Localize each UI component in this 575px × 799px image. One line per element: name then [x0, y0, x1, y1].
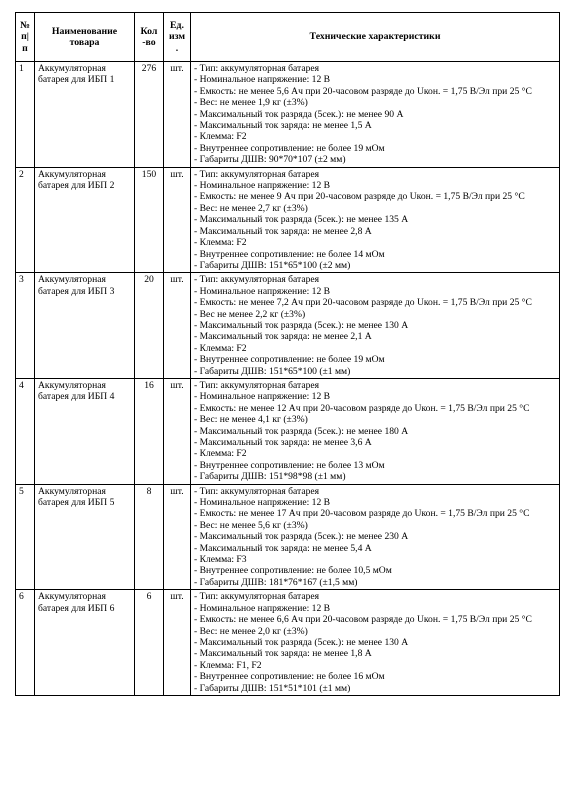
- product-name: Аккумуляторная батарея для ИБП 6: [35, 590, 135, 696]
- spec-line: - Максимальный ток заряда: не менее 5,4 А: [194, 542, 372, 554]
- spec-line: - Вес не менее 2,2 кг (±3%): [194, 308, 306, 320]
- table-row: [16, 484, 560, 590]
- spec-line: - Максимальный ток разряда (5сек.): не менее 135 А: [194, 214, 409, 226]
- spec-line: - Максимальный ток заряда: не менее 1,5 А: [194, 120, 372, 132]
- spec-line: - Тип: аккумуляторная батарея: [194, 168, 320, 180]
- header-unit: Ед. изм .: [164, 13, 191, 62]
- table-row: [16, 590, 560, 696]
- document-page: [15, 12, 559, 696]
- specifications: [191, 167, 560, 273]
- spec-line: - Внутреннее сопротивление: не более 19 мОм: [194, 354, 385, 366]
- spec-line: - Внутреннее сопротивление: не более 14 мОм: [194, 248, 385, 260]
- header-number: № п|п: [16, 13, 35, 62]
- specifications: [191, 590, 560, 696]
- table-body: [16, 62, 560, 696]
- spec-line: - Номинальное напряжение: 12 В: [194, 602, 331, 614]
- spec-line: - Максимальный ток разряда (5сек.): не менее 230 А: [194, 531, 409, 543]
- row-number: 5: [16, 484, 35, 590]
- spec-line: - Емкость: не менее 7,2 Ач при 20-часовом разряде до Uкон. = 1,75 В/Эл при 25 °С: [194, 297, 532, 309]
- spec-line: - Габариты ДШВ: 151*65*100 (±2 мм): [194, 259, 351, 271]
- spec-line: - Максимальный ток заряда: не менее 3,6 А: [194, 437, 372, 448]
- quantity: 150: [135, 167, 164, 273]
- spec-line: - Клемма: F3: [194, 554, 247, 566]
- spec-line: - Номинальное напряжение: 12 В: [194, 180, 331, 192]
- spec-line: - Тип: аккумуляторная батарея: [194, 379, 320, 391]
- unit: шт.: [164, 167, 191, 273]
- unit: шт.: [164, 590, 191, 696]
- spec-line: - Номинальное напряжение: 12 В: [194, 391, 331, 403]
- spec-line: - Максимальный ток заряда: не менее 2,8 А: [194, 225, 372, 237]
- spec-line: - Габариты ДШВ: 151*98*98 (±1 мм): [194, 471, 346, 483]
- unit: шт.: [164, 62, 191, 168]
- row-number: 1: [16, 62, 35, 168]
- spec-line: - Максимальный ток заряда: не менее 2,1 А: [194, 331, 372, 343]
- spec-line: - Вес: не менее 2,0 кг (±3%): [194, 625, 308, 637]
- spec-line: - Максимальный ток разряда (5сек.): не менее 130 А: [194, 636, 409, 648]
- product-name: Аккумуляторная батарея для ИБП 1: [35, 62, 135, 168]
- spec-line: - Клемма: F2: [194, 448, 247, 460]
- product-name: Аккумуляторная батарея для ИБП 2: [35, 167, 135, 273]
- spec-line: - Внутреннее сопротивление: не более 16 мОм: [194, 671, 385, 683]
- unit: шт.: [164, 484, 191, 590]
- row-number: 4: [16, 378, 35, 484]
- spec-line: - Клемма: F2: [194, 131, 247, 143]
- table-row: [16, 62, 560, 168]
- spec-line: - Вес: не менее 5,6 кг (±3%): [194, 519, 308, 531]
- header-specifications: Технические характеристики: [191, 13, 560, 62]
- row-number: 2: [16, 167, 35, 273]
- specification-table: [15, 12, 560, 696]
- unit: шт.: [164, 273, 191, 379]
- specifications: [191, 273, 560, 379]
- product-name: Аккумуляторная батарея для ИБП 4: [35, 378, 135, 484]
- spec-line: - Клемма: F2: [194, 342, 247, 354]
- header-quantity: Кол -во: [135, 13, 164, 62]
- spec-line: - Вес: не менее 2,7 кг (±3%): [194, 202, 308, 214]
- product-name: Аккумуляторная батарея для ИБП 5: [35, 484, 135, 590]
- spec-line: - Номинальное напряжение: 12 В: [194, 497, 331, 509]
- spec-line: - Емкость: не менее 12 Ач при 20-часовом разряде до Uкон. = 1,75 В/Эл при 25 °С: [194, 402, 530, 414]
- specifications: [191, 62, 560, 168]
- table-row: [16, 167, 560, 273]
- spec-line: - Емкость: не менее 5,6 Ач при 20-часовом разряде до Uкон. = 1,75 В/Эл при 25 °С: [194, 85, 532, 97]
- spec-line: - Максимальный ток разряда (5сек.): не менее 180 А: [194, 425, 409, 437]
- quantity: 16: [135, 378, 164, 484]
- spec-line: - Габариты ДШВ: 90*70*107 (±2 мм): [194, 154, 346, 166]
- spec-line: - Габариты ДШВ: 151*65*100 (±1 мм): [194, 365, 351, 377]
- row-number: 3: [16, 273, 35, 379]
- quantity: 20: [135, 273, 164, 379]
- spec-line: - Внутреннее сопротивление: не более 13 мОм: [194, 459, 385, 471]
- quantity: 6: [135, 590, 164, 696]
- spec-line: - Вес: не менее 1,9 кг (±3%): [194, 97, 308, 109]
- quantity: 8: [135, 484, 164, 590]
- spec-line: - Габариты ДШВ: 181*76*167 (±1,5 мм): [194, 576, 358, 588]
- spec-line: - Тип: аккумуляторная батарея: [194, 485, 320, 497]
- spec-line: - Клемма: F1, F2: [194, 659, 262, 671]
- spec-line: - Емкость: не менее 9 Ач при 20-часовом разряде до Uкон. = 1,75 В/Эл при 25 °С: [194, 191, 525, 203]
- table-header-row: [16, 13, 560, 62]
- spec-line: - Емкость: не менее 17 Ач при 20-часовом разряде до Uкон. = 1,75 В/Эл при 25 °С: [194, 508, 530, 520]
- table-row: [16, 273, 560, 379]
- product-name: Аккумуляторная батарея для ИБП 3: [35, 273, 135, 379]
- spec-line: - Емкость: не менее 6,6 Ач при 20-часовом разряде до Uкон. = 1,75 В/Эл при 25 °С: [194, 614, 532, 626]
- header-product-name: Наименование товара: [35, 13, 135, 62]
- spec-line: - Габариты ДШВ: 151*51*101 (±1 мм): [194, 682, 351, 694]
- table-row: [16, 378, 560, 484]
- row-number: 6: [16, 590, 35, 696]
- spec-line: - Клемма: F2: [194, 237, 247, 249]
- spec-line: - Максимальный ток разряда (5сек.): не менее 130 А: [194, 319, 409, 331]
- specifications: [191, 378, 560, 484]
- spec-line: - Номинальное напряжение: 12 В: [194, 285, 331, 297]
- spec-line: - Максимальный ток заряда: не менее 1,8 А: [194, 648, 372, 660]
- spec-line: - Внутреннее сопротивление: не более 19 мОм: [194, 142, 385, 154]
- spec-line: - Вес: не менее 4,1 кг (±3%): [194, 414, 308, 426]
- unit: шт.: [164, 378, 191, 484]
- spec-line: - Номинальное напряжение: 12 В: [194, 74, 331, 86]
- spec-line: - Тип: аккумуляторная батарея: [194, 274, 320, 286]
- spec-line: - Внутреннее сопротивление: не более 10,5 мОм: [194, 565, 392, 577]
- spec-line: - Максимальный ток разряда (5сек.): не менее 90 А: [194, 108, 404, 120]
- spec-line: - Тип: аккумуляторная батарея: [194, 591, 320, 603]
- spec-line: - Тип: аккумуляторная батарея: [194, 63, 320, 74]
- quantity: 276: [135, 62, 164, 168]
- specifications: [191, 484, 560, 590]
